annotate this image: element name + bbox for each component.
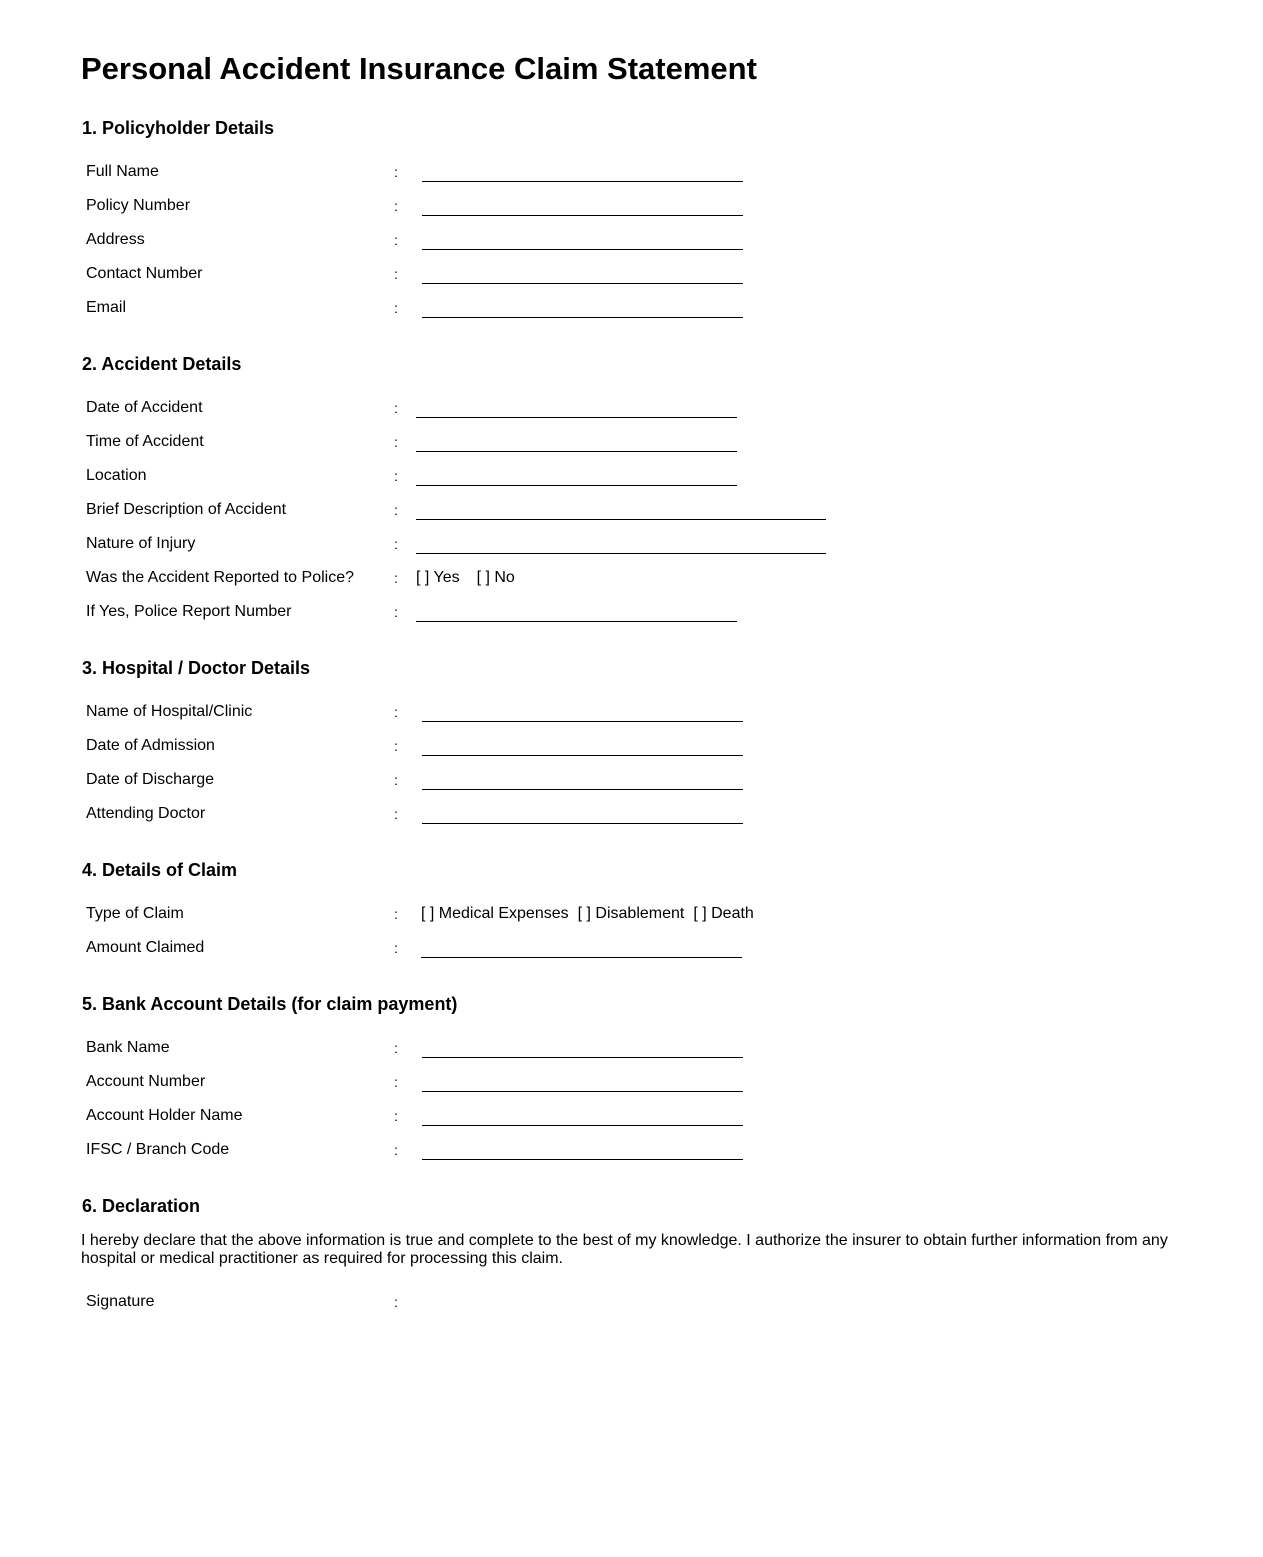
field-label: Address xyxy=(86,231,145,248)
field-label: Policy Number xyxy=(86,197,191,214)
location-field[interactable] xyxy=(416,485,737,486)
signature-label: Signature xyxy=(86,1293,155,1310)
field-colon: : xyxy=(394,704,398,720)
field-row-policy-number xyxy=(0,196,1263,230)
field-colon: : xyxy=(394,906,398,922)
field-colon: : xyxy=(394,1108,398,1124)
field-row-description xyxy=(0,500,1263,534)
field-row-date-of-admission xyxy=(0,736,1263,770)
field-colon: : xyxy=(394,502,398,518)
section-heading-policyholder: 1. Policyholder Details xyxy=(82,118,275,138)
field-colon: : xyxy=(394,806,398,822)
field-row-bank-name xyxy=(0,1038,1263,1072)
field-row-time-of-accident xyxy=(0,432,1263,466)
field-row-account-number xyxy=(0,1072,1263,1106)
field-row-location xyxy=(0,466,1263,500)
field-row-date-of-discharge xyxy=(0,770,1263,804)
date-of-discharge-field[interactable] xyxy=(422,789,743,790)
field-label: Name of Hospital/Clinic xyxy=(86,703,253,720)
field-row-account-holder-name xyxy=(0,1106,1263,1140)
field-colon: : xyxy=(394,570,398,586)
full-name-field[interactable] xyxy=(422,181,743,182)
field-colon: : xyxy=(394,266,398,282)
contact-number-field[interactable] xyxy=(422,283,743,284)
field-colon: : xyxy=(394,1294,398,1310)
address-field[interactable] xyxy=(422,249,743,250)
field-row-nature-of-injury xyxy=(0,534,1263,568)
field-label: Email xyxy=(86,299,127,316)
field-colon: : xyxy=(394,468,398,484)
field-label: Date of Admission xyxy=(86,737,215,754)
field-row-attending-doctor xyxy=(0,804,1263,838)
account-holder-name-field[interactable] xyxy=(422,1125,743,1126)
field-label: Full Name xyxy=(86,163,159,180)
field-colon: : xyxy=(394,1074,398,1090)
field-row-email xyxy=(0,298,1263,332)
bank-name-field[interactable] xyxy=(422,1057,743,1058)
form-title: Personal Accident Insurance Claim Statement xyxy=(81,51,757,86)
field-label: Date of Discharge xyxy=(86,771,215,788)
field-label: Time of Accident xyxy=(86,433,204,450)
police-report-number-field[interactable] xyxy=(416,621,737,622)
field-row-amount-claimed xyxy=(0,938,1263,972)
field-label: Contact Number xyxy=(86,265,203,282)
policy-number-field[interactable] xyxy=(422,215,743,216)
field-colon: : xyxy=(394,738,398,754)
section-heading-hospital: 3. Hospital / Doctor Details xyxy=(82,658,311,678)
signature-row xyxy=(0,1292,1263,1310)
amount-claimed-field[interactable] xyxy=(421,957,742,958)
field-colon: : xyxy=(394,940,398,956)
field-row-ifsc xyxy=(0,1140,1263,1174)
field-colon: : xyxy=(394,232,398,248)
field-label: Brief Description of Accident xyxy=(86,501,287,518)
reported-no-checkbox[interactable]: [ ] No xyxy=(476,569,515,586)
account-number-field[interactable] xyxy=(422,1091,743,1092)
field-colon: : xyxy=(394,164,398,180)
field-row-address xyxy=(0,230,1263,264)
field-row-police-report-number xyxy=(0,602,1263,636)
field-label: Account Holder Name xyxy=(86,1107,243,1124)
section-heading-accident: 2. Accident Details xyxy=(82,354,242,374)
section-heading-declaration: 6. Declaration xyxy=(82,1196,201,1216)
field-label: Date of Accident xyxy=(86,399,203,416)
reported-yes-checkbox[interactable]: [ ] Yes xyxy=(416,569,460,586)
field-colon: : xyxy=(394,772,398,788)
field-label: IFSC / Branch Code xyxy=(86,1141,230,1158)
field-label: Type of Claim xyxy=(86,905,184,922)
field-label: Was the Accident Reported to Police? xyxy=(86,569,354,586)
field-colon: : xyxy=(394,198,398,214)
field-row-type-of-claim xyxy=(0,904,1263,938)
field-colon: : xyxy=(394,1040,398,1056)
field-colon: : xyxy=(394,434,398,450)
section-heading-bank: 5. Bank Account Details (for claim payment) xyxy=(82,994,458,1014)
date-of-admission-field[interactable] xyxy=(422,755,743,756)
claim-type-medical-checkbox[interactable]: [ ] Medical Expenses xyxy=(421,905,569,922)
nature-of-injury-field[interactable] xyxy=(416,553,826,554)
field-label: Attending Doctor xyxy=(86,805,206,822)
field-colon: : xyxy=(394,300,398,316)
date-of-accident-field[interactable] xyxy=(416,417,737,418)
email-field[interactable] xyxy=(422,317,743,318)
section-heading-claim: 4. Details of Claim xyxy=(82,860,238,880)
field-colon: : xyxy=(394,1142,398,1158)
field-label: Location xyxy=(86,467,147,484)
reported-options xyxy=(416,568,515,588)
field-row-full-name xyxy=(0,162,1263,196)
field-label: Amount Claimed xyxy=(86,939,205,956)
claim-type-options xyxy=(421,904,754,924)
attending-doctor-field[interactable] xyxy=(422,823,743,824)
field-colon: : xyxy=(394,400,398,416)
field-row-reported-to-police xyxy=(0,568,1263,602)
field-row-contact-number xyxy=(0,264,1263,298)
field-label: Account Number xyxy=(86,1073,206,1090)
field-row-hospital-name xyxy=(0,702,1263,736)
field-label: If Yes, Police Report Number xyxy=(86,603,292,620)
ifsc-branch-code-field[interactable] xyxy=(422,1159,743,1160)
field-colon: : xyxy=(394,536,398,552)
field-row-date-of-accident xyxy=(0,398,1263,432)
field-colon: : xyxy=(394,604,398,620)
hospital-name-field[interactable] xyxy=(422,721,743,722)
field-label: Bank Name xyxy=(86,1039,170,1056)
claim-type-death-checkbox[interactable]: [ ] Death xyxy=(693,905,754,922)
claim-type-disablement-checkbox[interactable]: [ ] Disablement xyxy=(577,905,685,922)
declaration-text: I hereby declare that the above information is true and complete to the best of my knowledge. I authorize the insurer to obtain further information from any hospital or medical practitioner as required for processing this claim. xyxy=(81,1232,1168,1267)
accident-description-field[interactable] xyxy=(416,519,826,520)
time-of-accident-field[interactable] xyxy=(416,451,737,452)
field-label: Nature of Injury xyxy=(86,535,196,552)
